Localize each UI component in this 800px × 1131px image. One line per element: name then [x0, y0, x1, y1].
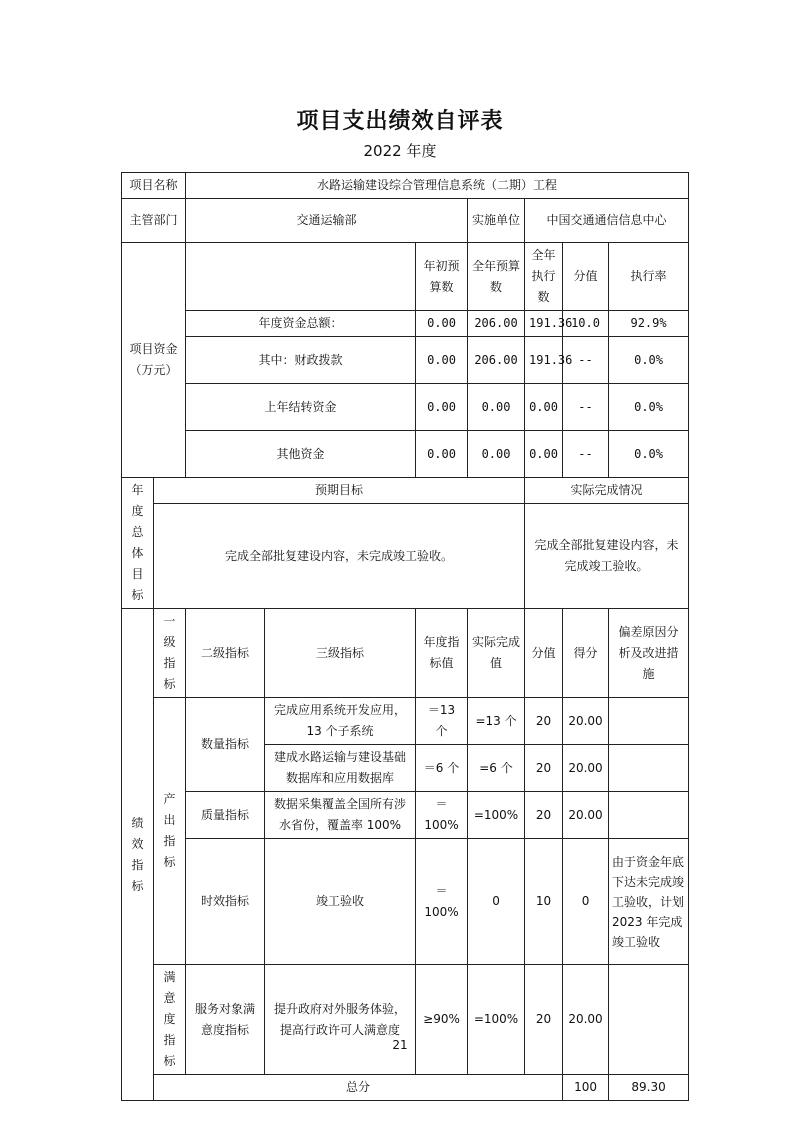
- indicator-level3: 完成应用系统开发应用，13 个子系统: [265, 698, 416, 745]
- indicator-level3: 数据采集覆盖全国所有涉水省份，覆盖率 100%: [265, 792, 416, 839]
- indicator-weight: 20: [525, 965, 563, 1075]
- funds-cell: 191.36: [525, 337, 563, 384]
- goals-header-row: [122, 478, 689, 504]
- vertical-char: 效: [131, 836, 144, 851]
- total-score: 89.30: [609, 1075, 689, 1101]
- funds-header-cell: 分值: [563, 243, 609, 311]
- goals-content-row: [122, 504, 689, 609]
- indicator-weight: 20: [525, 745, 563, 792]
- output-indicator-label: [154, 698, 186, 965]
- indicator-weight: 10: [525, 839, 563, 965]
- funds-cell: 206.00: [468, 337, 525, 384]
- funds-cell: 0.00: [416, 384, 468, 431]
- indicator-score: 0: [563, 839, 609, 965]
- year-subtitle: 2022 年度: [363, 142, 437, 160]
- funds-cell: --: [563, 384, 609, 431]
- satisfaction-indicator-label: [154, 965, 186, 1075]
- indicator-reason: 由于资金年底下达未完成竣工验收，计划 2023 年完成竣工验收: [609, 839, 689, 965]
- indicator-actual: 0: [468, 839, 525, 965]
- department-row: [122, 199, 689, 243]
- indicator-reason: [609, 698, 689, 745]
- funds-cell: --: [563, 431, 609, 478]
- ind-header-score: 得分: [563, 609, 609, 698]
- funds-row: [122, 384, 689, 431]
- total-row: [122, 1075, 689, 1101]
- vertical-char: 意: [163, 991, 176, 1005]
- indicator-score: 20.00: [563, 745, 609, 792]
- funds-row-name: 年度资金总额：: [186, 311, 416, 337]
- funds-header-row: [122, 243, 689, 311]
- indicator-reason: [609, 745, 689, 792]
- indicator-score: 20.00: [563, 698, 609, 745]
- vertical-char: 满: [163, 970, 176, 984]
- indicator-actual: =6 个: [468, 745, 525, 792]
- vertical-char: 绩: [131, 815, 144, 830]
- indicators-label: [122, 609, 154, 1101]
- performance-table: [121, 172, 689, 1101]
- funds-label: 项目资金（万元）: [122, 243, 186, 478]
- vertical-char: 体: [131, 546, 144, 560]
- expected-goal-label: 预期目标: [154, 478, 525, 504]
- indicator-reason: [609, 792, 689, 839]
- funds-cell: 0.00: [525, 384, 563, 431]
- indicator-weight: 20: [525, 698, 563, 745]
- indicator-level3: 建成水路运输与建设基础数据库和应用数据库: [265, 745, 416, 792]
- ind-header-target: 年度指标值: [416, 609, 468, 698]
- funds-cell: --: [563, 337, 609, 384]
- indicator-row: [122, 839, 689, 965]
- funds-cell: 206.00: [468, 311, 525, 337]
- funds-cell: 92.9%: [609, 311, 689, 337]
- funds-cell: 0.00: [468, 431, 525, 478]
- funds-header-cell: 年初预算数: [416, 243, 468, 311]
- funds-header-cell: 执行率: [609, 243, 689, 311]
- funds-header-blank: [186, 243, 416, 311]
- vertical-char: 标: [163, 855, 176, 869]
- indicator-score: 20.00: [563, 792, 609, 839]
- indicator-target: ＝100%: [416, 792, 468, 839]
- vertical-char: 标: [163, 1054, 176, 1068]
- funds-cell: 0.0%: [609, 337, 689, 384]
- actual-goal-label: 实际完成情况: [525, 478, 689, 504]
- vertical-char: 目: [131, 567, 144, 581]
- page-title: 项目支出绩效自评表: [296, 109, 504, 134]
- indicator-level2: 时效指标: [186, 839, 265, 965]
- funds-cell: 0.00: [525, 431, 563, 478]
- funds-row-name: 其中：财政拨款: [186, 337, 416, 384]
- goals-label: [122, 478, 154, 609]
- ind-header-reason: 偏差原因分析及改进措施: [609, 609, 689, 698]
- indicator-level3: 提升政府对外服务体验，提高行政许可人满意度: [265, 965, 416, 1075]
- vertical-char: 指: [163, 656, 176, 670]
- ind-header-level1: [154, 609, 186, 698]
- indicator-actual: =100%: [468, 965, 525, 1075]
- funds-cell: 0.00: [416, 431, 468, 478]
- vertical-char: 出: [163, 813, 176, 827]
- vertical-char: 总: [131, 525, 144, 539]
- project-name-row: [122, 173, 689, 199]
- vertical-char: 标: [163, 677, 176, 691]
- ind-header-level2: 二级指标: [186, 609, 265, 698]
- indicators-header-row: [122, 609, 689, 698]
- vertical-char: 产: [163, 792, 176, 806]
- vertical-char: 一: [163, 614, 176, 628]
- total-label: 总分: [154, 1075, 563, 1101]
- funds-cell: 0.00: [416, 311, 468, 337]
- indicator-target: ＝6 个: [416, 745, 468, 792]
- vertical-char: 指: [163, 834, 176, 848]
- funds-row: [122, 431, 689, 478]
- funds-cell: 0.0%: [609, 431, 689, 478]
- indicator-target: ＝13 个: [416, 698, 468, 745]
- vertical-char: 度: [163, 1012, 176, 1026]
- indicator-weight: 20: [525, 792, 563, 839]
- vertical-char: 指: [163, 1033, 176, 1047]
- indicator-actual: =13 个: [468, 698, 525, 745]
- impl-value: 中国交通通信信息中心: [525, 199, 689, 243]
- dept-label: 主管部门: [122, 199, 186, 243]
- impl-label: 实施单位: [468, 199, 525, 243]
- funds-header-cell: 全年执行数: [525, 243, 563, 311]
- vertical-char: 级: [163, 635, 176, 649]
- indicator-level2: 质量指标: [186, 792, 265, 839]
- funds-row-name: 其他资金: [186, 431, 416, 478]
- page-number: 21: [392, 1038, 408, 1052]
- indicator-actual: =100%: [468, 792, 525, 839]
- indicator-target: ＝100%: [416, 839, 468, 965]
- total-weight: 100: [563, 1075, 609, 1101]
- vertical-char: 标: [131, 878, 144, 893]
- indicator-level2: 数量指标: [186, 698, 265, 792]
- indicator-score: 20.00: [563, 965, 609, 1075]
- dept-value: 交通运输部: [186, 199, 468, 243]
- vertical-char: 年: [131, 483, 144, 497]
- indicator-level2: 服务对象满意度指标: [186, 965, 265, 1075]
- project-name: 水路运输建设综合管理信息系统（二期）工程: [186, 173, 689, 199]
- indicator-row: [122, 965, 689, 1075]
- funds-row-name: 上年结转资金: [186, 384, 416, 431]
- funds-cell: 10.0: [563, 311, 609, 337]
- project-name-label: 项目名称: [122, 173, 186, 199]
- funds-header-cell: 全年预算数: [468, 243, 525, 311]
- ind-header-weight: 分值: [525, 609, 563, 698]
- indicator-target: ≥90%: [416, 965, 468, 1075]
- actual-goal: 完成全部批复建设内容，未完成竣工验收。: [525, 504, 689, 609]
- expected-goal: 完成全部批复建设内容，未完成竣工验收。: [154, 504, 525, 609]
- indicator-level3: 竣工验收: [265, 839, 416, 965]
- funds-row: [122, 311, 689, 337]
- vertical-char: 度: [131, 504, 144, 518]
- ind-header-actual: 实际完成值: [468, 609, 525, 698]
- indicator-reason: [609, 965, 689, 1075]
- funds-cell: 0.0%: [609, 384, 689, 431]
- vertical-char: 标: [131, 588, 144, 602]
- ind-header-level3: 三级指标: [265, 609, 416, 698]
- indicator-row: [122, 698, 689, 745]
- indicator-row: [122, 792, 689, 839]
- funds-cell: 191.36: [525, 311, 563, 337]
- vertical-char: 指: [131, 857, 144, 872]
- funds-cell: 0.00: [416, 337, 468, 384]
- funds-row: [122, 337, 689, 384]
- funds-cell: 0.00: [468, 384, 525, 431]
